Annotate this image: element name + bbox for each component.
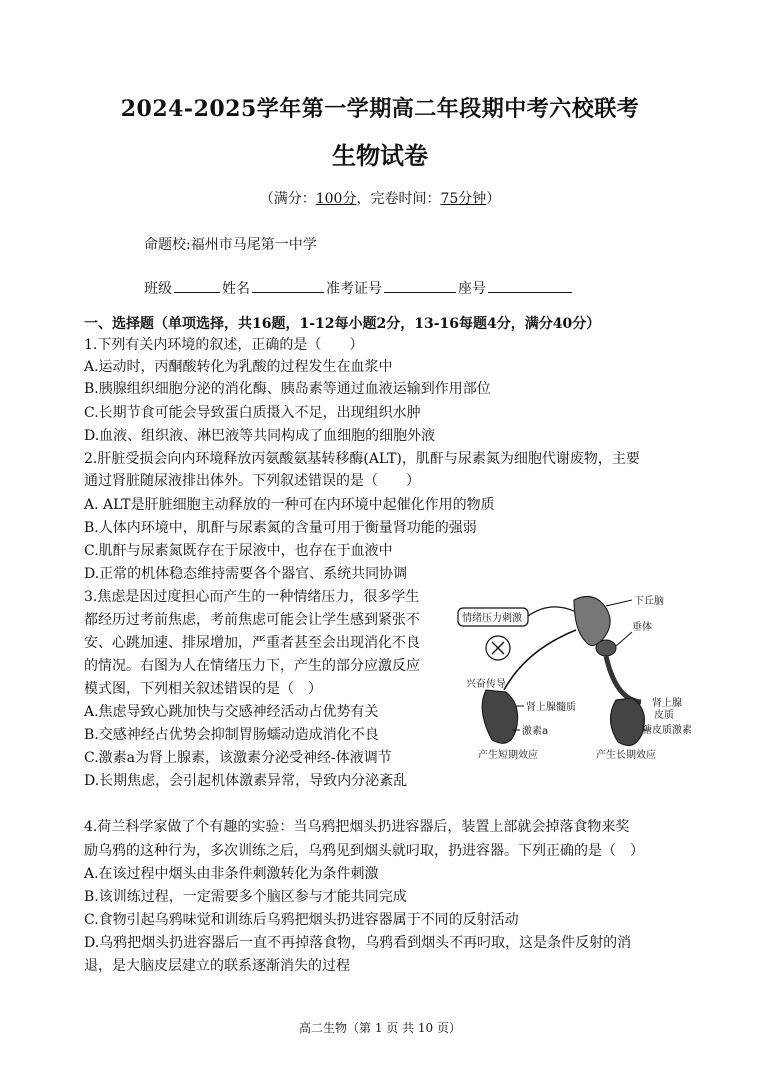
hypothalamus-pointer bbox=[606, 600, 632, 606]
class-label: 班级 bbox=[144, 281, 172, 297]
class-blank[interactable] bbox=[174, 278, 220, 293]
adrenal-medulla-shape bbox=[482, 690, 517, 743]
q2-option-d: D.正常的机体稳态维持需要各个器官、系统共同协调 bbox=[84, 566, 408, 582]
page-footer: 高二生物（第 1 页 共 10 页） bbox=[299, 1021, 461, 1035]
student-info-fields bbox=[144, 278, 574, 298]
hypothalamus-label: 下丘脑 bbox=[634, 596, 664, 607]
pituitary-label: 垂体 bbox=[632, 622, 652, 633]
long-effect-label: 产生长期效应 bbox=[596, 750, 656, 761]
seat-label: 座号 bbox=[458, 281, 486, 297]
section-heading: 一、选择题（单项选择，共16题，1-12每小题2分，13-16每题4分，满分40分） bbox=[84, 316, 601, 332]
blood-vessel-path bbox=[606, 656, 641, 702]
cortex-label-line2: 皮质 bbox=[654, 710, 674, 721]
q4-option-d-line2: 退，是大脑皮层建立的联系逐渐消失的过程 bbox=[84, 958, 350, 974]
stress-response-diagram bbox=[456, 590, 702, 766]
score-suffix: ） bbox=[486, 191, 501, 207]
q1-stem: 1.下列有关内环境的叙述，正确的是（ ） bbox=[84, 337, 364, 353]
full-score: 100分 bbox=[315, 191, 357, 207]
q4-option-c: C.食物引起乌鸦味觉和训练后乌鸦把烟头扔进容器属于不同的反射活动 bbox=[84, 912, 519, 928]
q4-option-d-line1: D.乌鸦把烟头扔进容器后一直不再掉落食物，乌鸦看到烟头不再叼取，这是条件反射的消 bbox=[84, 935, 632, 951]
score-time-line bbox=[0, 188, 760, 208]
q3-option-a: A.焦虑导致心跳加快与交感神经活动占优势有关 bbox=[84, 704, 379, 720]
q3-option-c: C.激素a为肾上腺素，该激素分泌受神经-体液调节 bbox=[84, 750, 392, 766]
exam-no-label: 准考证号 bbox=[326, 281, 382, 297]
seat-blank[interactable] bbox=[488, 278, 572, 293]
excitation-label: 兴奋传导 bbox=[466, 679, 506, 690]
pituitary-shape bbox=[596, 640, 616, 656]
q1-option-b: B.胰腺组织细胞分泌的消化酶、胰岛素等通过血液运输到作用部位 bbox=[84, 381, 491, 397]
nerve-path bbox=[504, 630, 576, 690]
score-mid: ，完卷时间： bbox=[356, 191, 441, 207]
exam-title: 2024-2025学年第一学期高二年段期中考六校联考 bbox=[120, 96, 640, 122]
exam-no-blank[interactable] bbox=[384, 278, 456, 293]
q3-stem-line4: 的情况。右图为人在情绪压力下，产生的部分应激反应 bbox=[84, 658, 420, 674]
medulla-label: 肾上腺髓质 bbox=[526, 702, 576, 713]
q2-stem-line1: 2.肝脏受损会向内环境释放丙氨酸氨基转移酶(ALT)，肌酐与尿素氮为细胞代谢废物，主要 bbox=[84, 451, 640, 467]
q3-stem-line3: 安、心跳加速、排尿增加，严重者甚至会出现消化不良 bbox=[84, 635, 420, 651]
exam-time: 75分钟 bbox=[440, 191, 487, 207]
hormone-a-label: 激素a bbox=[522, 726, 549, 737]
q3-stem-line2: 都经历过考前焦虑，考前焦虑可能会让学生感到紧张不 bbox=[84, 612, 420, 628]
q4-option-b: B.该训练过程，一定需要多个脑区参与才能共同完成 bbox=[84, 889, 407, 905]
stress-label: 情绪压力刺激 bbox=[462, 613, 522, 624]
q1-option-c: C.长期节食可能会导致蛋白质摄入不足，出现组织水肿 bbox=[84, 405, 421, 421]
q3-option-b: B.交感神经占优势会抑制胃肠蠕动造成消化不良 bbox=[84, 727, 379, 743]
stress-response-svg bbox=[456, 590, 702, 766]
subject-title: 生物试卷 bbox=[332, 141, 428, 170]
adrenal-cortex-shape bbox=[610, 698, 644, 746]
q4-stem-line1: 4.荷兰科学家做了个有趣的实验：当乌鸦把烟头扔进容器后，装置上部就会掉落食物来奖 bbox=[84, 819, 630, 835]
stress-arrow bbox=[528, 607, 576, 616]
q3-stem-line5: 模式图，下列相关叙述错误的是（ ） bbox=[84, 681, 322, 697]
q3-option-d: D.长期焦虑，会引起机体激素异常，导致内分泌紊乱 bbox=[84, 773, 408, 789]
q4-stem-line2: 励乌鸦的这种行为，多次训练之后，乌鸦见到烟头就叼取，扔进容器。下列正确的是（ ） bbox=[84, 843, 644, 859]
q1-option-a: A.运动时，丙酮酸转化为乳酸的过程发生在血浆中 bbox=[84, 359, 393, 375]
short-effect-label: 产生短期效应 bbox=[478, 750, 538, 761]
q2-option-a: A. ALT是肝脏细胞主动释放的一种可在内环境中起催化作用的物质 bbox=[84, 497, 495, 513]
pituitary-pointer bbox=[616, 632, 632, 646]
q1-option-d: D.血液、组织液、淋巴液等共同构成了血细胞的细胞外液 bbox=[84, 428, 436, 444]
hypothalamus-shape bbox=[574, 596, 610, 645]
setting-school: 命题校:福州市马尾第一中学 bbox=[144, 237, 317, 253]
name-label: 姓名 bbox=[222, 281, 250, 297]
q2-stem-line2: 通过肾脏随尿液排出体外。下列叙述错误的是（ ） bbox=[84, 473, 420, 489]
q3-stem-line1: 3.焦虑是因过度担心而产生的一种情绪压力，很多学生 bbox=[84, 589, 420, 605]
q4-option-a: A.在该过程中烟头由非条件刺激转化为条件刺激 bbox=[84, 866, 379, 882]
cortisol-label: 糖皮质激素 bbox=[642, 725, 692, 736]
q2-option-b: B.人体内环境中，肌酐与尿素氮的含量可用于衡量肾功能的强弱 bbox=[84, 520, 477, 536]
score-prefix: （满分： bbox=[259, 191, 316, 207]
q2-option-c: C.肌酐与尿素氮既存在于尿液中，也存在于血液中 bbox=[84, 543, 393, 559]
name-blank[interactable] bbox=[252, 278, 324, 293]
cortex-label-line1: 肾上腺 bbox=[652, 698, 682, 709]
